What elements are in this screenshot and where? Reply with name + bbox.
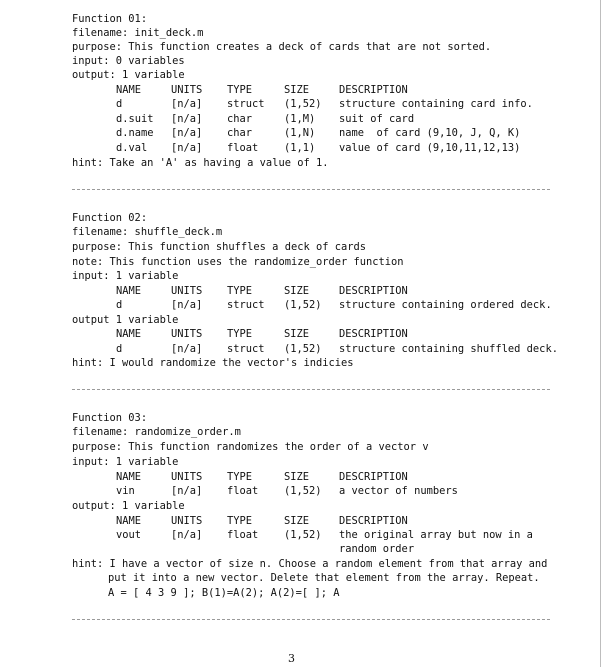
table-row	[0, 298, 600, 312]
var-type: struct	[227, 98, 265, 110]
table-row-continuation	[0, 542, 600, 556]
table-row	[0, 342, 600, 356]
header-name: NAME	[116, 515, 142, 527]
var-type: struct	[227, 343, 265, 355]
var-units: [n/a]	[171, 529, 203, 541]
var-name: d.suit	[116, 113, 154, 125]
var-type: struct	[227, 299, 265, 311]
var-description: the original array but now in a	[339, 529, 533, 541]
var-description: structure containing card info.	[339, 98, 533, 110]
var-type: float	[227, 142, 259, 154]
table-row	[0, 484, 600, 498]
var-name: d.val	[116, 142, 148, 154]
section-divider	[72, 389, 550, 390]
function-03-filename: filename: randomize_order.m	[72, 426, 241, 438]
function-03-output-label: output: 1 variable	[72, 500, 185, 512]
var-description: suit of card	[339, 113, 415, 125]
function-03-input-label: input: 1 variable	[72, 456, 179, 468]
var-units: [n/a]	[171, 343, 203, 355]
header-size: SIZE	[284, 328, 310, 340]
function-02-hint: hint: I would randomize the vector's indicies	[72, 357, 354, 369]
header-size: SIZE	[284, 471, 310, 483]
var-type: float	[227, 485, 259, 497]
header-type: TYPE	[227, 328, 253, 340]
header-units: UNITS	[171, 285, 203, 297]
var-description-continued: random order	[339, 543, 415, 555]
function-02-input-label: input: 1 variable	[72, 270, 179, 282]
table-row	[0, 112, 600, 126]
function-03-hint: hint: I have a vector of size n. Choose a random element from that array and	[72, 558, 548, 570]
var-name: d	[116, 98, 123, 110]
var-name: d	[116, 299, 123, 311]
section-divider	[72, 619, 550, 620]
header-type: TYPE	[227, 285, 253, 297]
var-units: [n/a]	[171, 127, 203, 139]
header-description: DESCRIPTION	[339, 328, 408, 340]
function-01-filename: filename: init_deck.m	[72, 27, 204, 39]
header-name: NAME	[116, 328, 142, 340]
var-description: structure containing shuffled deck.	[339, 343, 558, 355]
function-02-label: Function 02:	[72, 212, 148, 224]
var-size: (1,52)	[284, 529, 322, 541]
var-units: [n/a]	[171, 299, 203, 311]
var-size: (1,52)	[284, 299, 322, 311]
page-edge	[600, 0, 601, 667]
function-02-purpose: purpose: This function shuffles a deck of cards	[72, 241, 367, 253]
function-03-hint-line-2: put it into a new vector. Delete that element from the array. Repeat.	[108, 572, 540, 584]
var-type: char	[227, 127, 253, 139]
function-01-output-label: output: 1 variable	[72, 69, 185, 81]
page-number: 3	[288, 652, 295, 665]
function-03-hint-example: A = [ 4 3 9 ]; B(1)=A(2); A(2)=[ ]; A	[108, 587, 340, 599]
var-name: vout	[116, 529, 142, 541]
section-divider	[72, 189, 550, 190]
var-size: (1,1)	[284, 142, 316, 154]
var-units: [n/a]	[171, 98, 203, 110]
function-01-purpose: purpose: This function creates a deck of cards that are not sorted.	[72, 41, 492, 53]
function-02-output-label: output 1 variable	[72, 314, 179, 326]
table-header	[0, 83, 600, 97]
var-units: [n/a]	[171, 485, 203, 497]
function-02-note: note: This function uses the randomize_order function	[72, 256, 404, 268]
function-03-label: Function 03:	[72, 412, 148, 424]
var-type: float	[227, 529, 259, 541]
header-units: UNITS	[171, 84, 203, 96]
header-description: DESCRIPTION	[339, 471, 408, 483]
var-units: [n/a]	[171, 142, 203, 154]
header-description: DESCRIPTION	[339, 285, 408, 297]
table-header	[0, 514, 600, 528]
table-row	[0, 126, 600, 140]
header-description: DESCRIPTION	[339, 84, 408, 96]
table-row	[0, 141, 600, 155]
var-size: (1,N)	[284, 127, 316, 139]
table-row	[0, 97, 600, 111]
header-type: TYPE	[227, 471, 253, 483]
header-name: NAME	[116, 285, 142, 297]
header-type: TYPE	[227, 515, 253, 527]
var-description: name of card (9,10, J, Q, K)	[339, 127, 521, 139]
header-units: UNITS	[171, 471, 203, 483]
header-name: NAME	[116, 471, 142, 483]
function-01-hint: hint: Take an 'A' as having a value of 1.	[72, 157, 329, 169]
header-size: SIZE	[284, 285, 310, 297]
table-header	[0, 284, 600, 298]
var-size: (1,M)	[284, 113, 316, 125]
function-02-filename: filename: shuffle_deck.m	[72, 226, 223, 238]
header-name: NAME	[116, 84, 142, 96]
var-description: a vector of numbers	[339, 485, 458, 497]
var-size: (1,52)	[284, 485, 322, 497]
var-size: (1,52)	[284, 98, 322, 110]
header-units: UNITS	[171, 515, 203, 527]
table-header	[0, 470, 600, 484]
header-units: UNITS	[171, 328, 203, 340]
var-type: char	[227, 113, 253, 125]
table-header	[0, 327, 600, 341]
var-name: vin	[116, 485, 135, 497]
var-name: d	[116, 343, 123, 355]
function-03-purpose: purpose: This function randomizes the order of a vector v	[72, 441, 429, 453]
header-size: SIZE	[284, 84, 310, 96]
var-description: value of card (9,10,11,12,13)	[339, 142, 521, 154]
var-description: structure containing ordered deck.	[339, 299, 552, 311]
function-01-input: input: 0 variables	[72, 55, 185, 67]
var-size: (1,52)	[284, 343, 322, 355]
header-size: SIZE	[284, 515, 310, 527]
var-units: [n/a]	[171, 113, 203, 125]
header-type: TYPE	[227, 84, 253, 96]
var-name: d.name	[116, 127, 154, 139]
header-description: DESCRIPTION	[339, 515, 408, 527]
table-row	[0, 528, 600, 542]
function-01-label: Function 01:	[72, 13, 148, 25]
